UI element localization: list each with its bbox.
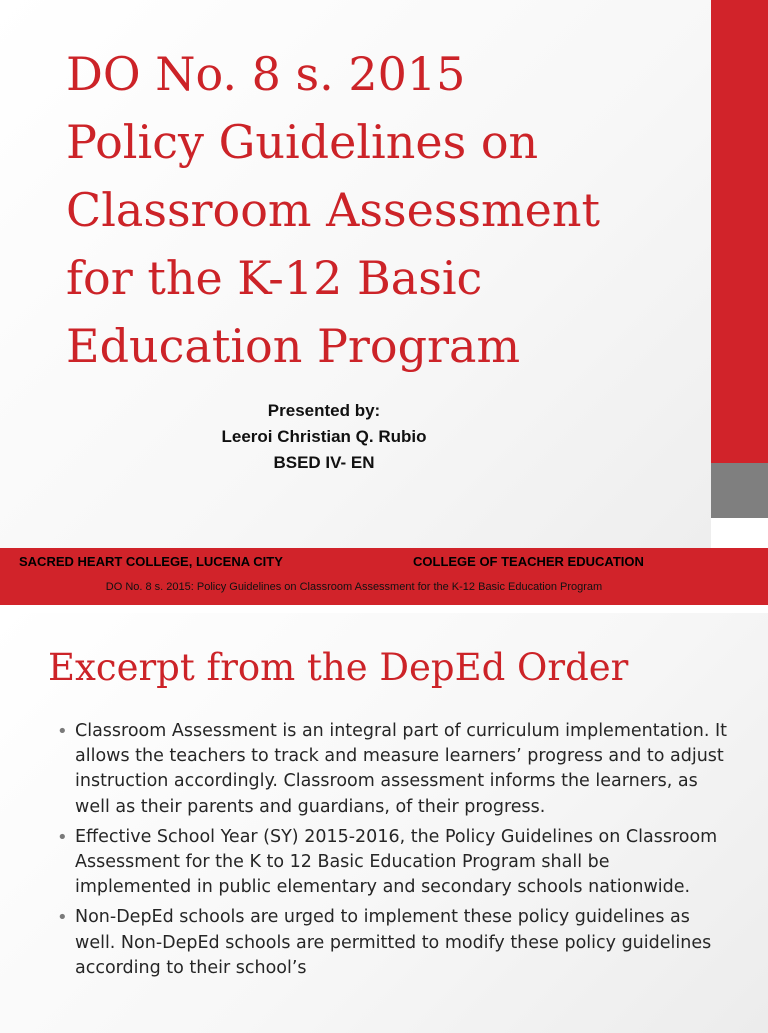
slide-footer bbox=[0, 548, 768, 605]
bullet-icon: • bbox=[57, 826, 68, 848]
slide-title-line: Classroom Assessment bbox=[66, 183, 600, 237]
side-accent-gap bbox=[711, 518, 768, 548]
presenter-course: BSED IV- EN bbox=[273, 453, 375, 472]
side-accent-bar-red bbox=[711, 0, 768, 463]
footer-department: COLLEGE OF TEACHER EDUCATION bbox=[413, 554, 644, 569]
slide-divider bbox=[0, 605, 768, 613]
slide-title bbox=[66, 40, 706, 380]
slide-title-line: Education Program bbox=[66, 319, 521, 373]
bullet-icon: • bbox=[57, 721, 68, 742]
bullet-item bbox=[0, 719, 768, 820]
bullet-item bbox=[0, 905, 768, 981]
bullet-text: Classroom Assessment is an integral part of curriculum implementation. It allows the teachers to track and measure learners’ progress and to adjust instruction accordingly. Classroom assessment informs the learners, as well as their parents and guardians, of their progress. bbox=[75, 721, 727, 817]
footer-institution-row bbox=[0, 554, 768, 572]
slide-title-line: DO No. 8 s. 2015 bbox=[66, 47, 466, 101]
footer-subtitle: DO No. 8 s. 2015: Policy Guidelines on Classroom Assessment for the K-12 Basic Education Program bbox=[105, 581, 603, 593]
slide-heading: Excerpt from the DepEd Order bbox=[48, 646, 629, 689]
bullet-icon: • bbox=[57, 907, 68, 929]
bullet-list bbox=[0, 719, 768, 986]
bullet-text: Non-DepEd schools are urged to implement these policy guidelines as well. Non-DepEd schools are permitted to modify these policy guidelines according to their school’s bbox=[75, 907, 712, 978]
footer-college-name: SACRED HEART COLLEGE, LUCENA CITY bbox=[19, 554, 283, 569]
slide-title-line: Policy Guidelines on bbox=[66, 115, 539, 169]
content-slide bbox=[0, 613, 768, 1033]
side-accent-bar-gray bbox=[711, 463, 768, 518]
presenter-label: Presented by: bbox=[267, 401, 381, 420]
bullet-item bbox=[0, 825, 768, 901]
slide-title-line: for the K-12 Basic bbox=[66, 251, 483, 305]
presenter-name: Leeroi Christian Q. Rubio bbox=[221, 427, 427, 446]
presenter-block bbox=[0, 398, 648, 476]
bullet-text: Effective School Year (SY) 2015-2016, the Policy Guidelines on Classroom Assessment for the K to 12 Basic Education Program shall be implemented in public elementary and secondary schools nationwide. bbox=[75, 826, 718, 898]
